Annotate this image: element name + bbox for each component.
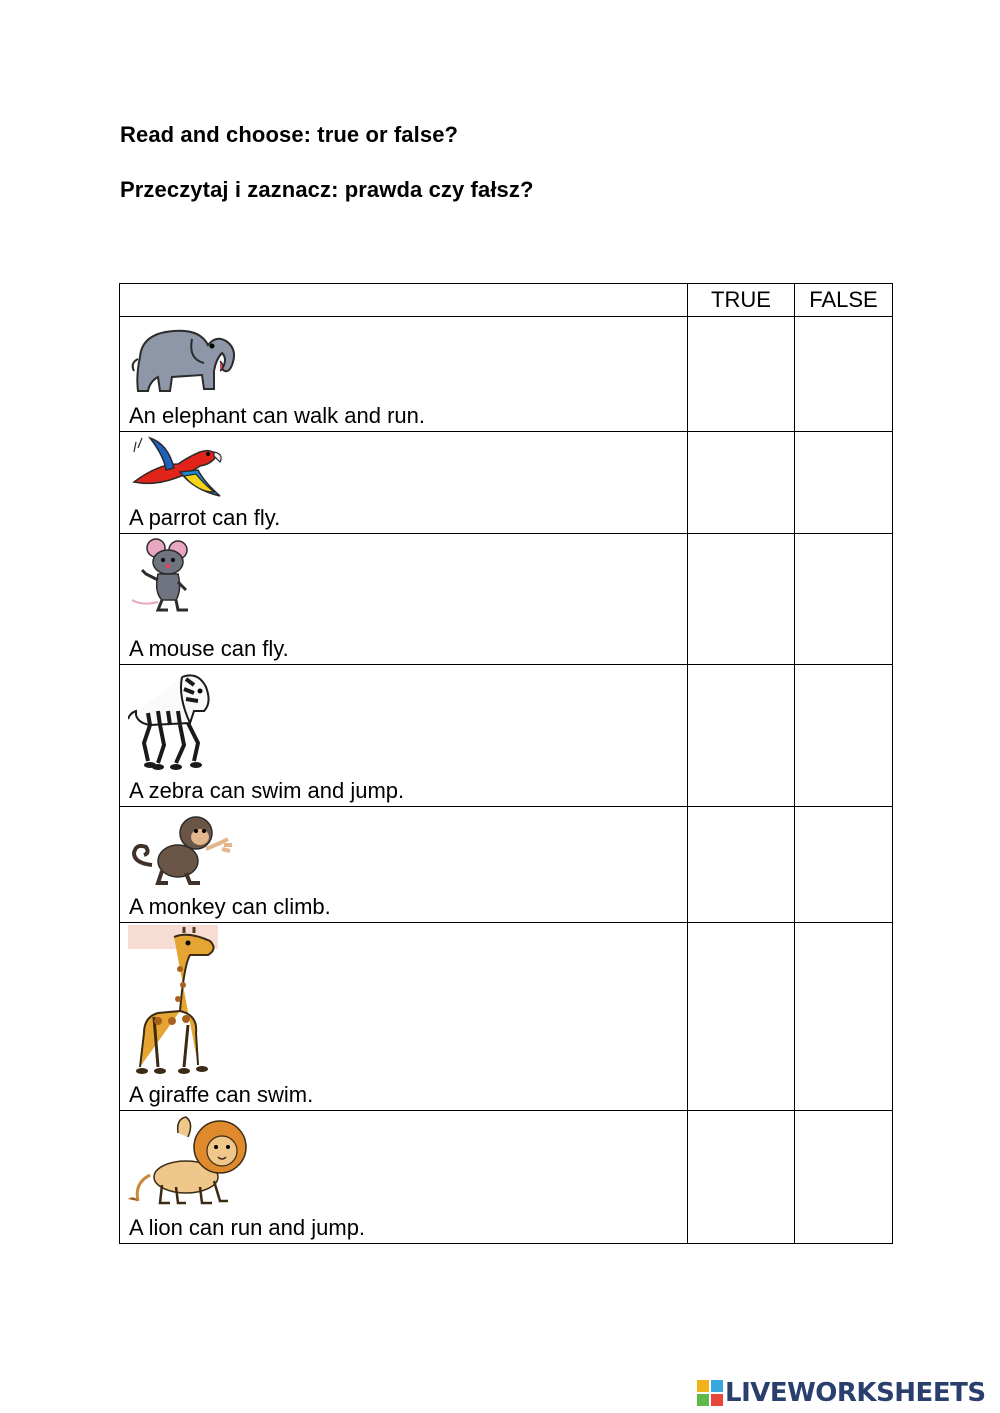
true-false-table [119, 283, 893, 1244]
table-row [120, 317, 893, 432]
table-row [120, 432, 893, 534]
table-row [120, 534, 893, 665]
statement-cell [120, 534, 688, 665]
answer-true-cell[interactable] [688, 665, 795, 807]
statement-text: A mouse can fly. [129, 636, 289, 661]
answer-false-cell[interactable] [795, 665, 893, 807]
parrot-icon [128, 434, 228, 504]
answer-true-cell[interactable] [688, 1111, 795, 1244]
statement-cell [120, 807, 688, 923]
table-row [120, 1111, 893, 1244]
statement-text: An elephant can walk and run. [129, 403, 425, 428]
liveworksheets-logo-text: LIVEWORKSHEETS [725, 1378, 986, 1408]
statement-cell [120, 923, 688, 1111]
lion-icon [128, 1113, 250, 1207]
statement-text: A lion can run and jump. [129, 1215, 366, 1240]
statement-cell [120, 432, 688, 534]
answer-true-cell[interactable] [688, 432, 795, 534]
answer-true-cell[interactable] [688, 807, 795, 923]
answer-false-cell[interactable] [795, 923, 893, 1111]
answer-false-cell[interactable] [795, 317, 893, 432]
page-subtitle: Przeczytaj i zaznacz: prawda czy fałsz? [120, 177, 534, 202]
header-true: TRUE [688, 284, 795, 317]
answer-false-cell[interactable] [795, 1111, 893, 1244]
answer-false-cell[interactable] [795, 432, 893, 534]
answer-true-cell[interactable] [688, 317, 795, 432]
elephant-icon [128, 319, 240, 399]
answer-false-cell[interactable] [795, 534, 893, 665]
answer-true-cell[interactable] [688, 534, 795, 665]
answer-false-cell[interactable] [795, 807, 893, 923]
mouse-icon [128, 536, 208, 616]
statement-cell [120, 317, 688, 432]
table-row [120, 923, 893, 1111]
answer-true-cell[interactable] [688, 923, 795, 1111]
liveworksheets-logo-icon [697, 1380, 723, 1406]
table-row [120, 665, 893, 807]
table-row [120, 807, 893, 923]
header-false: FALSE [795, 284, 893, 317]
statement-cell [120, 1111, 688, 1244]
statement-cell [120, 665, 688, 807]
zebra-icon [128, 667, 218, 775]
statement-text: A giraffe can swim. [129, 1082, 314, 1107]
liveworksheets-logo [697, 1378, 986, 1408]
page-title: Read and choose: true or false? [120, 122, 459, 147]
statement-text: A zebra can swim and jump. [129, 778, 405, 803]
table-header-row [120, 284, 893, 317]
statement-text: A parrot can fly. [129, 505, 281, 530]
monkey-icon [128, 809, 234, 889]
statement-text: A monkey can climb. [129, 894, 331, 919]
giraffe-icon [128, 925, 220, 1077]
header-blank-cell [120, 284, 688, 317]
